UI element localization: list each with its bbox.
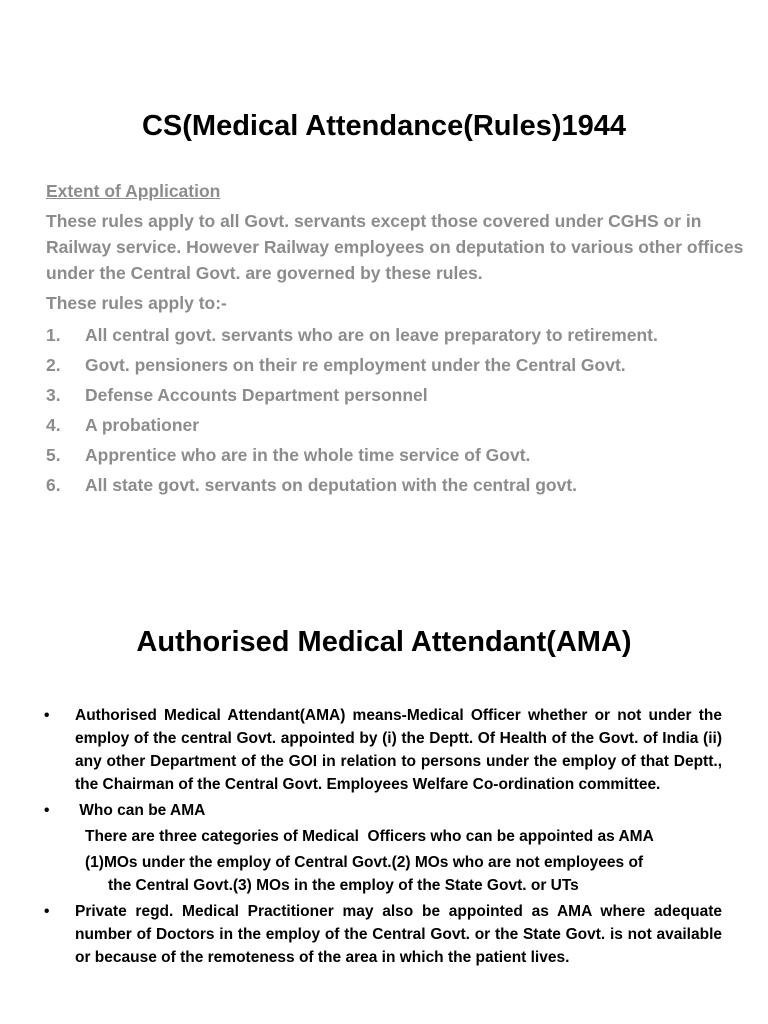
bullet-icon: • <box>44 707 50 724</box>
slide-title: CS(Medical Attendance(Rules)1944 <box>141 110 626 142</box>
slide-body <box>46 178 746 500</box>
slide-authorised-medical-attendant <box>0 540 768 1024</box>
list-number: 1. <box>46 325 61 345</box>
bullet-item <box>44 799 722 822</box>
list-item <box>46 320 746 350</box>
applicability-list <box>46 320 746 500</box>
bullet-icon: • <box>44 802 50 819</box>
list-item <box>46 410 746 440</box>
slide-body <box>44 704 722 972</box>
sub-item <box>44 851 722 897</box>
list-text: All state govt. servants on deputation with the central govt. <box>85 475 578 495</box>
bullet-icon: • <box>44 903 50 920</box>
sub-item-line: the Central Govt.(3) MOs in the employ of the State Govt. or UTs <box>108 877 579 894</box>
list-item <box>46 470 746 500</box>
list-number: 3. <box>46 385 61 405</box>
sub-item: There are three categories of Medical Officers who can be appointed as AMA <box>85 828 654 845</box>
list-number: 2. <box>46 355 61 375</box>
list-text: Govt. pensioners on their re employment under the Central Govt. <box>85 355 626 375</box>
list-text: Defense Accounts Department personnel <box>85 385 428 405</box>
list-item <box>46 440 746 470</box>
list-text: A probationer <box>85 415 200 435</box>
list-text: Apprentice who are in the whole time service of Govt. <box>85 445 531 465</box>
bullet-item <box>44 900 722 969</box>
list-number: 4. <box>46 415 61 435</box>
apply-to-label: These rules apply to:- <box>46 293 227 313</box>
bullet-item <box>44 704 722 796</box>
list-item <box>46 380 746 410</box>
intro-paragraph: These rules apply to all Govt. servants except those covered under CGHS or in Railway service. However Railway employees on deputation to various other offices under the Central Govt. are governed by these rules. <box>46 211 744 283</box>
bullet-text: Who can be AMA <box>75 802 206 819</box>
list-number: 6. <box>46 475 61 495</box>
bullet-text: Private regd. Medical Practitioner may also be appointed as AMA where adequate number of Doctors in the employ of the Central Govt. or the State Govt. is not available or because of the remoteness of the area in which the patient lives. <box>75 903 722 966</box>
list-number: 5. <box>46 445 61 465</box>
list-item <box>46 350 746 380</box>
sub-item-line: (1)MOs under the employ of Central Govt.(2) MOs who are not employees of <box>85 854 644 871</box>
list-text: All central govt. servants who are on leave preparatory to retirement. <box>85 325 658 345</box>
slide-title: Authorised Medical Attendant(AMA) <box>136 626 632 658</box>
section-heading: Extent of Application <box>46 181 221 201</box>
bullet-text: Authorised Medical Attendant(AMA) means-Medical Officer whether or not under the employ of the central Govt. appointed by (i) the Deptt. Of Health of the Govt. of India (ii) any other Department of the GOI in relation to persons under the employ of that Deptt., the Chairman of the Central Govt. Employees Welfare Co-ordination committee. <box>75 707 722 793</box>
